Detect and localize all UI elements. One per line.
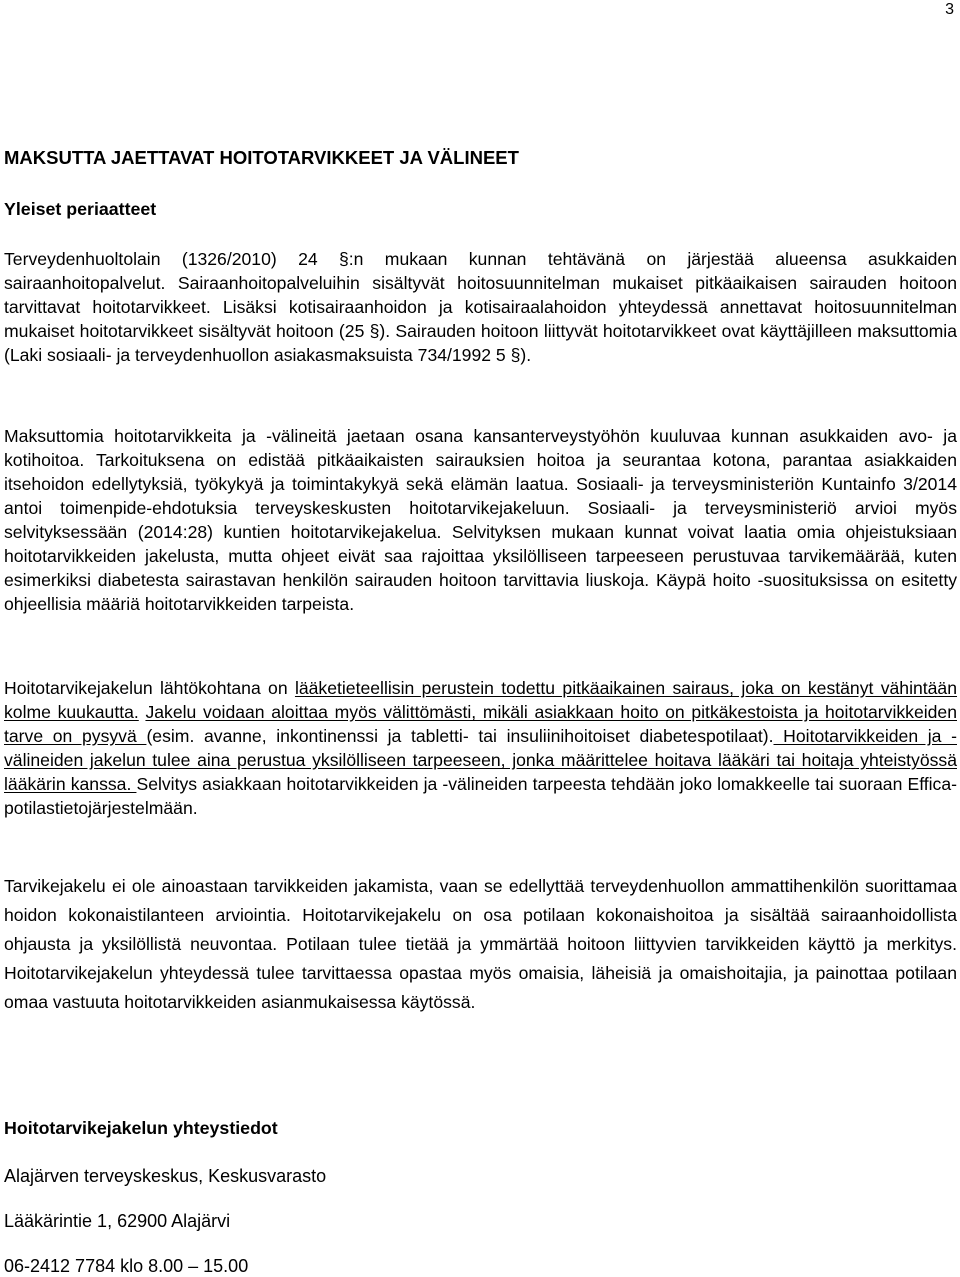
page-number: 3: [945, 1, 954, 18]
criteria-underlined-2: Jakelu voidaan aloittaa myös välittömästi, mikäli asiakkaan hoito on pitkäkestoista ja hoitotarvikkeiden tarve on pysyvä: [4, 702, 957, 746]
paragraph-free-supplies: Maksuttomia hoitotarvikkeita ja -välineitä jaetaan osana kansanterveystyöhön kuuluvaa kunnan asukkaiden avo- ja kotihoitoa. Tarkoituksena on edistää pitkäaikaisten sairauksien hoitoa ja seurantaa kotona, parantaa asiakkaiden itsehoidon edellytyksiä, työkykyä ja toimintakykyä sekä elämän laatua. Sosiaali- ja terveysministeriön Kuntainfo 3/2014 antoi toimenpide-ehdotuksia terveyskeskusten hoitotarvikejakeluun. Sosiaali- ja terveysministeriö arvioi myös selvityksessään (2014:28) kuntien hoitotarvikejakelua. Selvityksen mukaan kunnat voivat laatia omia ohjeistuksiaan hoitotarvikkeiden jakelusta, mutta ohjeet eivät saa rajoittaa yksilölliseen tarpeeseen perustuvaa tarvikemäärää, kuten esimerkiksi diabetesta sairastavan henkilön sairauden hoitoon tarvittavia liuskoja. Käypä hoito -suosituksissa on esitetty ohjeellisia määriä hoitotarvikkeiden tarpeista.: [4, 426, 957, 614]
paragraph-assessment: Tarvikejakelu ei ole ainoastaan tarvikkeiden jakamista, vaan se edellyttää terveydenhuollon ammattihenkilön suorittamaa hoidon kokonaistilanteen arviointia. Hoitotarvikejakelu on osa potilaan kokonaishoitoa ja sisältää sairaanhoidollista ohjausta ja yksilöllistä neuvontaa. Potilaan tulee tietää ja ymmärtää hoitoon liittyvien tarvikkeiden käyttö ja merkitys. Hoitotarvikejakelun yhteydessä tulee tarvittaessa opastaa myös omaisia, läheisiä ja omaishoitajia, ja painottaa potilaan omaa vastuuta hoitotarvikkeiden asianmukaisessa käytössä.: [4, 876, 957, 1013]
contact-address: Lääkärintie 1, 62900 Alajärvi: [4, 1211, 231, 1231]
contact-phone: 06-2412 7784 klo 8.00 – 15.00: [4, 1256, 249, 1276]
criteria-text-3: (esim. avanne, inkontinenssi ja tabletti- tai insuliinihoitoiset diabetespotilaat).: [146, 726, 774, 746]
paragraph-legal-basis: Terveydenhuoltolain (1326/2010) 24 §:n mukaan kunnan tehtävänä on järjestää alueensa asukkaiden sairaanhoitopalvelut. Sairaanhoitopalveluihin sisältyvät hoitosuunnitelman mukaiset pitkäaikaisen sairauden hoitoon tarvittavat hoitotarvikkeet. Lisäksi kotisairaanhoidon ja kotisairaalahoidon yhteydessä annettavat hoitosuunnitelman mukaiset hoitotarvikkeet sisältyvät hoitoon (25 §). Sairauden hoitoon liittyvät hoitotarvikkeet ovat käyttäjilleen maksuttomia (Laki sosiaali- ja terveydenhuollon asiakasmaksuista 734/1992 5 §).: [4, 249, 957, 365]
criteria-underlined-3: Hoitotarvikkeiden ja -välineiden jakelun tulee aina perustua yksilölliseen tarpeeseen, jonka määrittelee hoitava lääkäri tai hoitaja yhteistyössä lääkärin kanssa.: [4, 726, 957, 794]
contact-name: Alajärven terveyskeskus, Keskusvarasto: [4, 1166, 327, 1186]
section-heading-contact: Hoitotarvikejakelun yhteystiedot: [4, 1118, 278, 1138]
criteria-text-1: Hoitotarvikejakelun lähtökohtana on: [4, 678, 295, 698]
section-heading-general-principles: Yleiset periaatteet: [4, 199, 157, 219]
paragraph-distribution-criteria: [4, 676, 957, 820]
document-title: MAKSUTTA JAETTAVAT HOITOTARVIKKEET JA VÄLINEET: [4, 147, 519, 168]
criteria-underlined-1: lääketieteellisin perustein todettu pitkäaikainen sairaus, joka on kestänyt vähintään kolme kuukautta.: [4, 678, 958, 722]
criteria-text-4: Selvitys asiakkaan hoitotarvikkeiden ja -välineiden tarpeesta tehdään joko lomakkeelle tai suoraan Effica-potilastietojärjestelmään.: [4, 774, 957, 818]
